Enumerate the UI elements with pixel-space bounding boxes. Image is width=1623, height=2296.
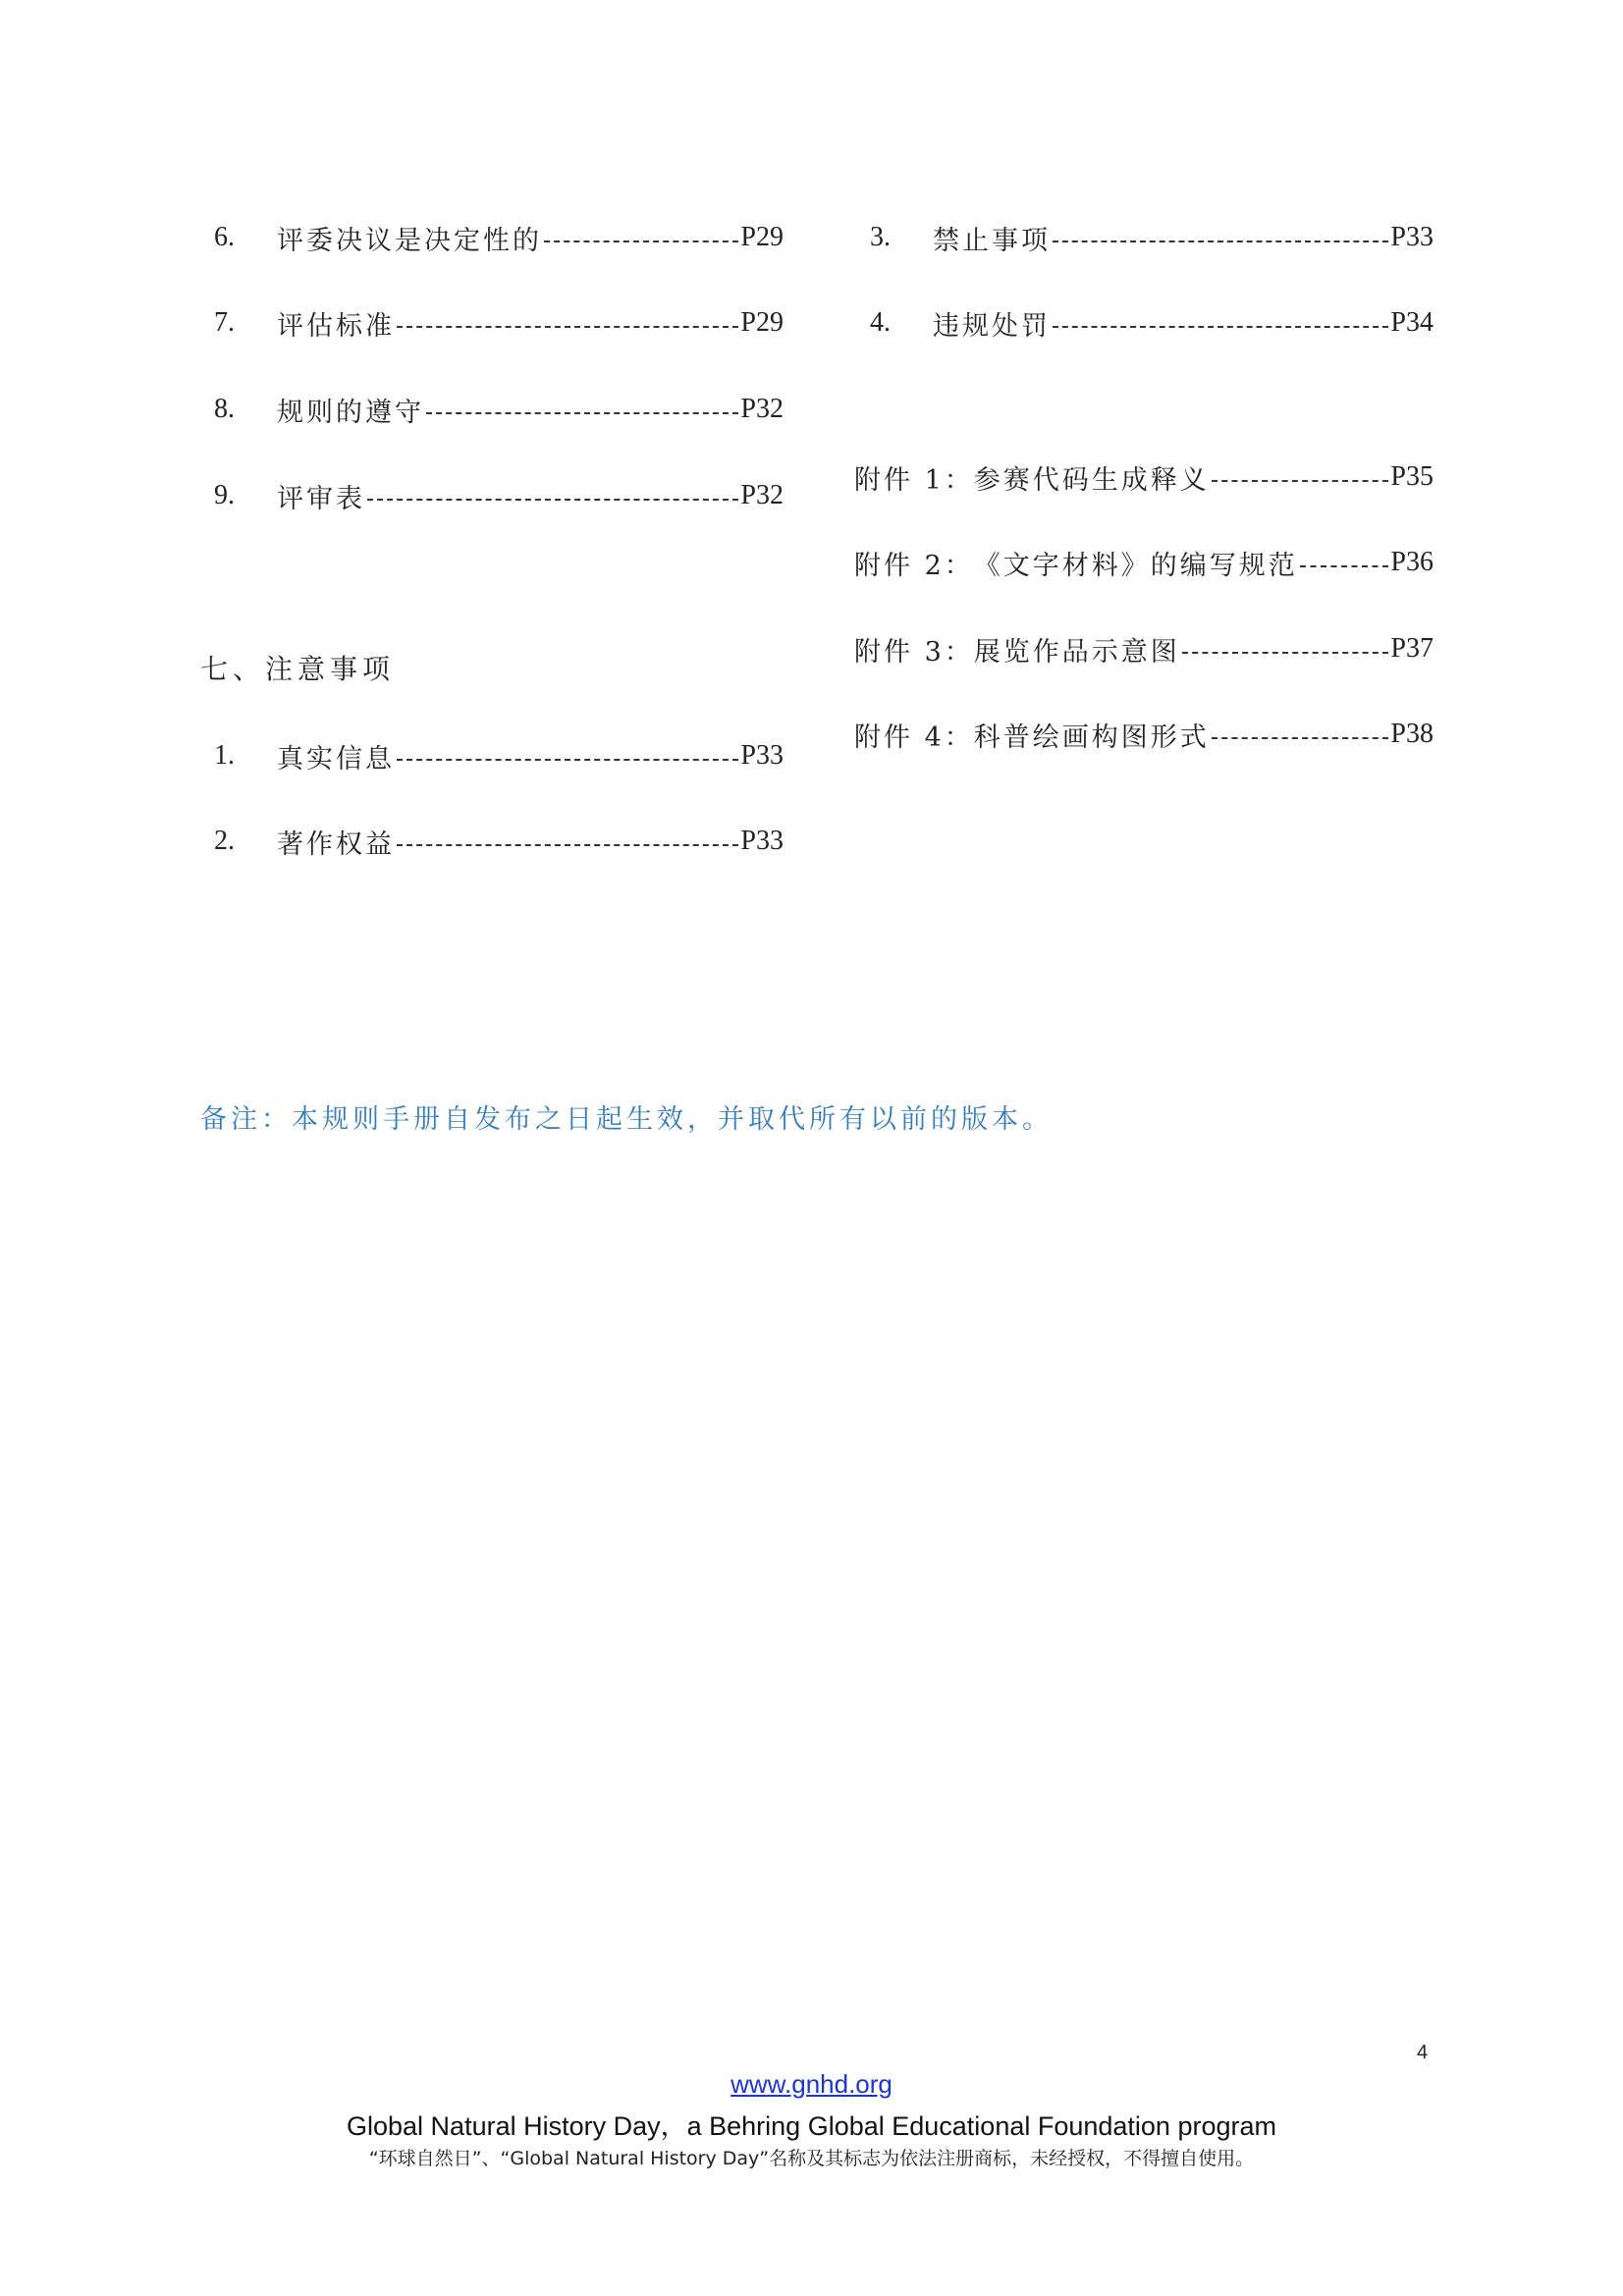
toc-entry-number: 1.: [214, 740, 235, 771]
appendix-page: P35: [1390, 461, 1434, 492]
dot-leader: [397, 757, 738, 761]
section-heading: 七、注意事项: [200, 653, 396, 685]
toc-entry-page: P33: [740, 740, 784, 771]
toc-entry-title: 评估标准: [277, 310, 395, 342]
toc-entry[interactable]: [870, 216, 1434, 259]
appendix-title: 《文字材料》的编写规范: [973, 550, 1298, 581]
dot-leader: [1300, 563, 1389, 567]
effective-note: 备注：本规则手册自发布之日起生效，并取代所有以前的版本。: [200, 1104, 1053, 1135]
appendix-page: P37: [1390, 633, 1434, 664]
dot-leader: [544, 239, 738, 242]
toc-entry-title: 评委决议是决定性的: [277, 225, 542, 256]
appendix-entry[interactable]: [854, 541, 1434, 584]
toc-entry[interactable]: [214, 216, 784, 259]
toc-entry-title: 真实信息: [277, 743, 395, 774]
toc-entry-number: 3.: [870, 222, 891, 252]
toc-entry-page: P34: [1390, 307, 1434, 338]
toc-entry-page: P32: [740, 394, 784, 424]
toc-entry[interactable]: [214, 474, 784, 517]
appendix-label: 附件 4：: [854, 721, 974, 753]
toc-entry[interactable]: [214, 388, 784, 431]
toc-entry-number: 4.: [870, 307, 891, 338]
appendix-label: 附件 1：: [854, 464, 974, 496]
toc-entry-title: 评审表: [277, 483, 365, 514]
appendix-entry[interactable]: [854, 627, 1434, 670]
toc-entry-page: P29: [740, 307, 784, 338]
toc-entry-title: 违规处罚: [933, 310, 1051, 342]
toc-entry-title: 禁止事项: [933, 225, 1051, 256]
toc-entry-number: 2.: [214, 826, 235, 856]
appendix-page: P36: [1390, 547, 1434, 577]
toc-entry-title: 规则的遵守: [277, 397, 424, 428]
appendix-title: 科普绘画构图形式: [973, 721, 1210, 753]
toc-entry-page: P29: [740, 222, 784, 252]
toc-entry-title: 著作权益: [277, 828, 395, 860]
appendix-label: 附件 3：: [854, 636, 974, 667]
toc-entry-page: P32: [740, 480, 784, 510]
toc-entry[interactable]: [214, 820, 784, 863]
appendix-entry[interactable]: [854, 455, 1434, 499]
toc-entry-number: 7.: [214, 307, 235, 338]
dot-leader: [397, 324, 738, 328]
dot-leader: [1182, 650, 1389, 654]
toc-entry-number: 9.: [214, 480, 235, 510]
dot-leader: [426, 410, 738, 414]
toc-entry[interactable]: [214, 301, 784, 345]
footer-website-link[interactable]: www.gnhd.org: [730, 2069, 893, 2099]
appendix-page: P38: [1390, 719, 1434, 749]
appendix-entry[interactable]: [854, 713, 1434, 756]
toc-entry-page: P33: [1390, 222, 1434, 252]
dot-leader: [1053, 239, 1388, 242]
dot-leader: [367, 497, 738, 501]
toc-entry-number: 8.: [214, 394, 235, 424]
appendix-title: 展览作品示意图: [973, 636, 1180, 667]
toc-entry[interactable]: [214, 734, 784, 777]
toc-entry-number: 6.: [214, 222, 235, 252]
page-number: 4: [1417, 2042, 1429, 2063]
dot-leader: [397, 842, 738, 846]
appendix-label: 附件 2：: [854, 550, 974, 581]
toc-entry-page: P33: [740, 826, 784, 856]
footer-organization: Global Natural History Day，a Behring Global Educational Foundation program: [347, 2111, 1276, 2141]
dot-leader: [1212, 735, 1389, 739]
footer-trademark-notice: “环球自然日”、“Global Natural History Day”名称及其标志为依法注册商标，未经授权，不得擅自使用。: [368, 2148, 1255, 2169]
toc-entry[interactable]: [870, 301, 1434, 345]
dot-leader: [1212, 478, 1389, 482]
appendix-title: 参赛代码生成释义: [973, 464, 1210, 496]
dot-leader: [1053, 324, 1388, 328]
